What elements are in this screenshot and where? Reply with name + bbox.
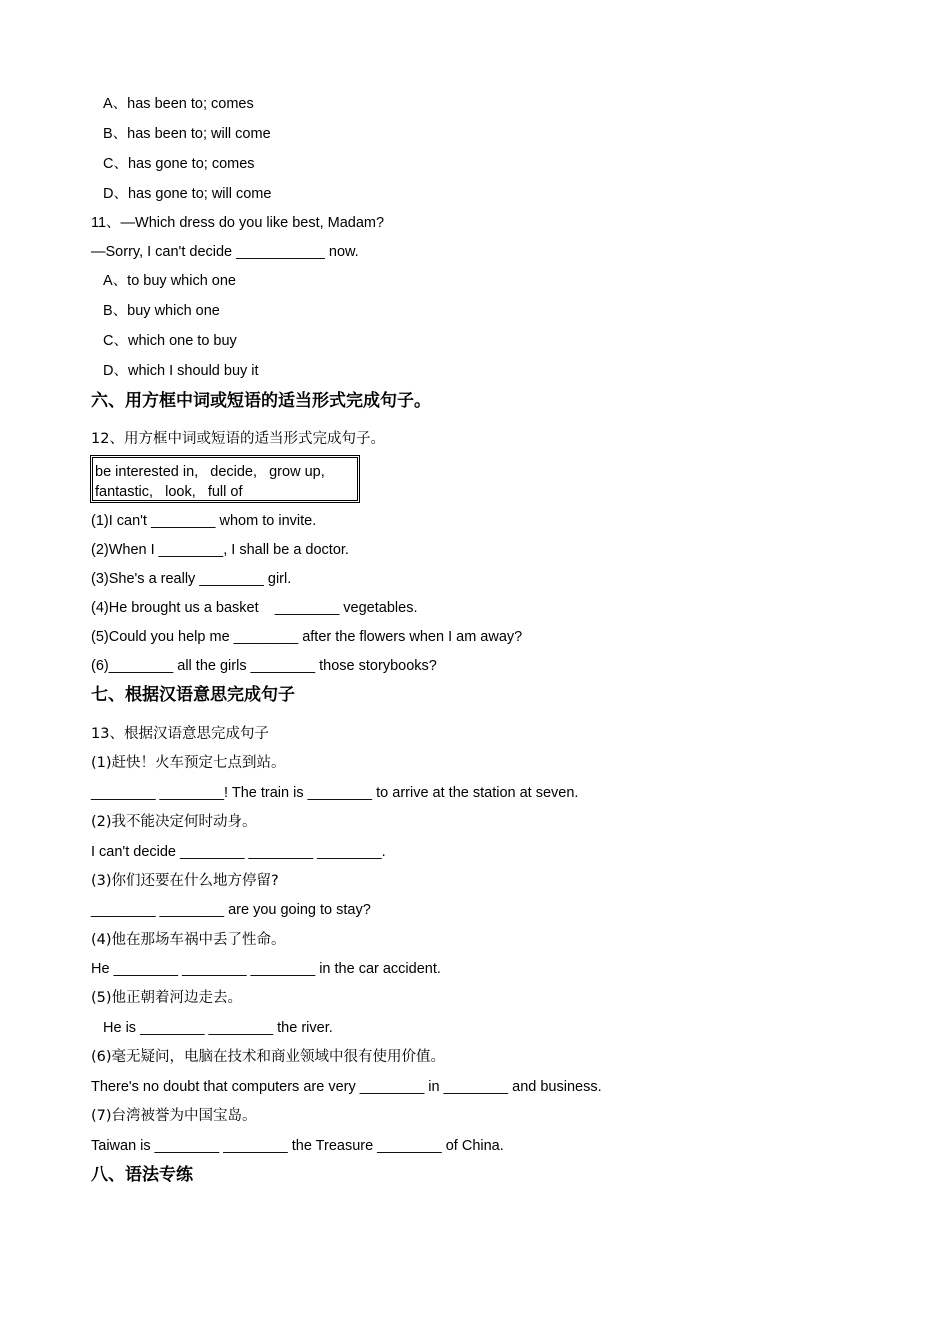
q10-option-a: A、has been to; comes (103, 96, 254, 112)
q11-question: 11、—Which dress do you like best, Madam? (91, 215, 385, 231)
q13-item-2-english: I can't decide ________ ________ ________. (91, 844, 386, 860)
q13-item-1-chinese: (1)赶快！火车预定七点到站。 (91, 755, 286, 771)
q12-item-5: (5)Could you help me ________ after the flowers when I am away? (91, 629, 523, 645)
q13-item-5-english: He is ________ ________ the river. (103, 1020, 333, 1036)
q11-answer-line: —Sorry, I can't decide ___________ now. (91, 244, 359, 260)
q13-title: 13、根据汉语意思完成句子 (91, 726, 269, 742)
q13-item-4-english: He ________ ________ ________ in the car accident. (91, 961, 441, 977)
q13-item-3-chinese: (3)你们还要在什么地方停留? (91, 873, 279, 889)
q10-option-c: C、has gone to; comes (103, 156, 255, 172)
q13-item-6-chinese: (6)毫无疑问，电脑在技术和商业领域中很有使用价值。 (91, 1049, 446, 1065)
q13-item-7-english: Taiwan is ________ ________ the Treasure ________ of China. (91, 1138, 504, 1154)
word-box (90, 455, 360, 503)
word-box-line-1: be interested in, decide, grow up, (95, 464, 325, 480)
q11-option-a: A、to buy which one (103, 273, 236, 289)
q13-item-3-english: ________ ________ are you going to stay? (91, 902, 371, 918)
q13-item-7-chinese: (7)台湾被誉为中国宝岛。 (91, 1108, 257, 1124)
q12-item-3: (3)She's a really ________ girl. (91, 571, 292, 587)
word-box-line-2: fantastic, look, full of (95, 484, 243, 500)
section8-heading: 八、语法专练 (91, 1165, 193, 1185)
q13-item-2-chinese: (2)我不能决定何时动身。 (91, 814, 257, 830)
q11-option-b: B、buy which one (103, 303, 220, 319)
q12-item-1: (1)I can't ________ whom to invite. (91, 513, 317, 529)
q13-item-1-english: ________ ________! The train is ________ to arrive at the station at seven. (91, 785, 579, 801)
q12-title: 12、用方框中词或短语的适当形式完成句子。 (91, 431, 385, 447)
section7-heading: 七、根据汉语意思完成句子 (91, 685, 295, 705)
q12-item-4: (4)He brought us a basket ________ vegetables. (91, 600, 418, 616)
q11-option-c: C、which one to buy (103, 333, 237, 349)
q10-option-b: B、has been to; will come (103, 126, 271, 142)
q10-option-d: D、has gone to; will come (103, 186, 272, 202)
q13-item-4-chinese: (4)他在那场车祸中丢了性命。 (91, 932, 286, 948)
q11-option-d: D、which I should buy it (103, 363, 259, 379)
q12-item-6: (6)________ all the girls ________ those storybooks? (91, 658, 437, 674)
q13-item-6-english: There's no doubt that computers are very ________ in ________ and business. (91, 1079, 602, 1095)
q12-item-2: (2)When I ________, I shall be a doctor. (91, 542, 349, 558)
section6-heading: 六、用方框中词或短语的适当形式完成句子。 (91, 391, 431, 411)
q13-item-5-chinese: (5)他正朝着河边走去。 (91, 990, 243, 1006)
